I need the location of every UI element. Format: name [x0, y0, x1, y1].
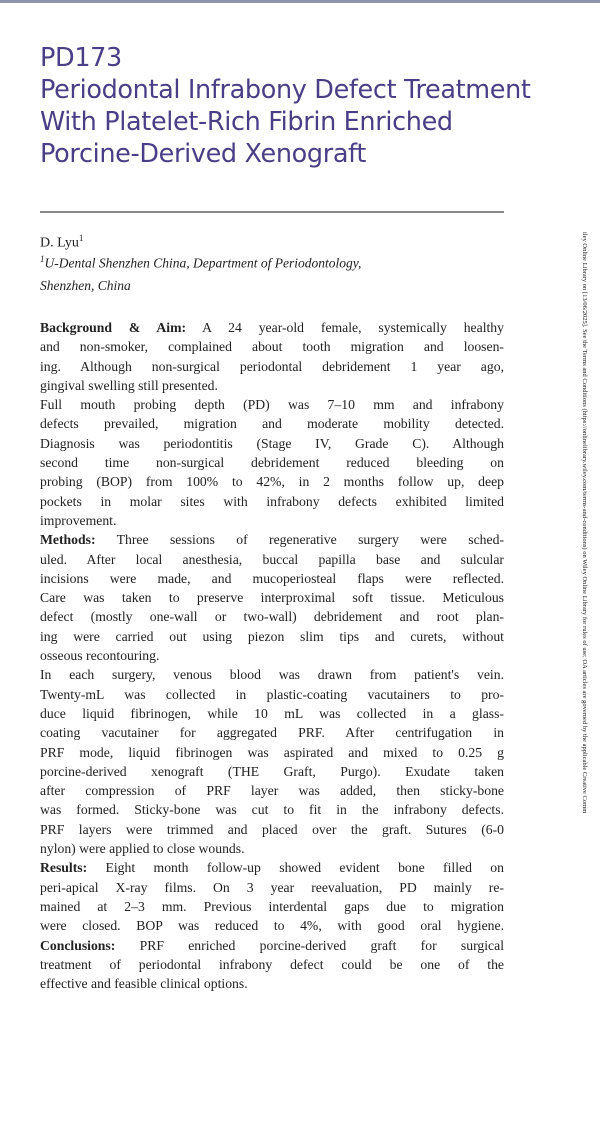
- section-label: Background & Aim:: [40, 320, 187, 335]
- abstract-line: [40, 318, 504, 337]
- affiliation-line-1: U-Dental Shenzhen China, Department of Periodontology,: [44, 255, 362, 271]
- abstract-text: Diagnosis was periodontitis (Stage IV, Grade C). Although: [40, 435, 504, 451]
- abstract-line: [40, 916, 504, 935]
- section-label: Methods:: [40, 532, 96, 548]
- abstract-line: [40, 723, 504, 742]
- abstract-text: effective and feasible clinical options.: [40, 976, 248, 992]
- abstract-line: [40, 897, 504, 916]
- abstract-line: [40, 762, 504, 781]
- abstract-line: [40, 878, 504, 897]
- abstract-line: [40, 337, 504, 356]
- abstract-text: A 24 year-old female, systemically healthy: [186, 320, 504, 335]
- abstract-text: uled. After local anesthesia, buccal papilla base and sulcular: [40, 551, 504, 567]
- title-line-2: With Platelet-Rich Fibrin Enriched: [40, 107, 453, 137]
- abstract-text: second time non-surgical debridement reduced bleeding on: [40, 455, 504, 471]
- abstract-line: [40, 839, 504, 858]
- abstract-text: ing were carried out using piezon slim tips and curets, without: [40, 628, 504, 644]
- abstract-line: [40, 511, 504, 530]
- section-label: Conclusions:: [40, 937, 116, 953]
- abstract-text: pockets in molar sites with infrabony defects exhibited limited: [40, 493, 504, 509]
- abstract-line: [40, 492, 504, 511]
- abstract-text: mained at 2–3 mm. Previous interdental gaps due to migration: [40, 898, 504, 914]
- abstract-line: [40, 357, 504, 376]
- abstract-line: [40, 530, 504, 549]
- abstract-text: gingival swelling still presented.: [40, 377, 218, 393]
- abstract-line: [40, 414, 504, 433]
- abstract-line: [40, 955, 504, 974]
- abstract-text: PRF layers were trimmed and placed over the graft. Sutures (6-0: [40, 821, 504, 837]
- article-code: PD173: [40, 43, 122, 73]
- title-line-3: Porcine-Derived Xenograft: [40, 139, 366, 169]
- abstract-text: defects prevailed, migration and moderate mobility detected.: [40, 416, 504, 432]
- abstract-text: duce liquid fibrinogen, while 10 mL was collected in a glass-: [40, 705, 504, 721]
- abstract-text: Three sessions of regenerative surgery were sched-: [95, 532, 504, 548]
- affiliation-line-2: Shenzhen, China: [40, 277, 131, 293]
- abstract-text: were closed. BOP was reduced to 4%, with good oral hygiene.: [40, 918, 504, 934]
- abstract-line: [40, 472, 504, 491]
- abstract-text: after compression of PRF layer was added, then sticky-bone: [40, 783, 504, 799]
- title-divider: [40, 211, 504, 213]
- side-license-notice: iley Online Library on [13/06/2025]. See the Terms and Conditions (https://onlinelibrary.wiley.com/terms-and-conditions) on Wiley Online Library for rules of use; OA articles are governed by the applicable Creative Comm: [581, 232, 588, 814]
- abstract-text: and non-smoker, complained about tooth migration and loosen-: [40, 339, 504, 355]
- title-line-1: Periodontal Infrabony Defect Treatment: [40, 75, 531, 105]
- affiliation-sup: 1: [40, 254, 45, 264]
- abstract-text: peri-apical X-ray films. On 3 year reevaluation, PD mainly re-: [40, 879, 504, 895]
- abstract-text: osseous recontouring.: [40, 648, 160, 664]
- abstract-text: Eight month follow-up showed evident bone filled on: [87, 860, 504, 876]
- abstract-text: defect (mostly one-wall or two-wall) debridement and root plan-: [40, 609, 504, 625]
- abstract-text: Care was taken to preserve interproximal soft tissue. Meticulous: [40, 590, 504, 606]
- abstract-text: In each surgery, venous blood was drawn from patient's vein.: [40, 667, 504, 683]
- abstract-text: was formed. Sticky-bone was cut to fit in the infrabony defects.: [40, 802, 504, 818]
- affiliation: [40, 248, 510, 297]
- abstract-line: [40, 974, 504, 993]
- section-label: Results:: [40, 860, 88, 876]
- abstract-text: incisions were made, and mucoperiosteal flaps were reflected.: [40, 570, 504, 586]
- abstract-line: [40, 646, 504, 665]
- author-name: D. Lyu: [40, 235, 79, 251]
- abstract-line: [40, 395, 504, 414]
- abstract-text: probing (BOP) from 100% to 42%, in 2 months follow up, deep: [40, 474, 504, 490]
- abstract-text: ing. Although non-surgical periodontal debridement 1 year ago,: [40, 358, 504, 374]
- abstract-text: PRF mode, liquid fibrinogen was aspirated and mixed to 0.25 g: [40, 744, 504, 760]
- abstract-text: PRF enriched porcine-derived graft for surgical: [115, 937, 504, 953]
- abstract-line: [40, 588, 504, 607]
- abstract-text: improvement.: [40, 512, 117, 528]
- abstract-line: [40, 704, 504, 723]
- abstract-line: [40, 550, 504, 569]
- abstract-text: Twenty-mL was collected in plastic-coating vacutainers to pro-: [40, 686, 504, 702]
- abstract-line: [40, 781, 504, 800]
- abstract-body: [40, 318, 504, 993]
- abstract-line: [40, 858, 504, 877]
- abstract-text: treatment of periodontal infrabony defect could be one of the: [40, 956, 504, 972]
- abstract-line: [40, 820, 504, 839]
- abstract-line: [40, 800, 504, 819]
- abstract-text: coating vacutainer for aggregated PRF. After centrifugation in: [40, 725, 504, 741]
- author-sup: 1: [78, 233, 84, 243]
- abstract-line: [40, 453, 504, 472]
- abstract-text: porcine-derived xenograft (THE Graft, Purgo). Exudate taken: [40, 763, 504, 779]
- abstract-text: nylon) were applied to close wounds.: [40, 841, 245, 857]
- abstract-line: [40, 743, 504, 762]
- top-rule: [0, 0, 600, 3]
- abstract-text: Full mouth probing depth (PD) was 7–10 mm and infrabony: [40, 397, 504, 413]
- abstract-line: [40, 936, 504, 955]
- article-title: [40, 42, 585, 170]
- abstract-line: [40, 665, 504, 684]
- abstract-line: [40, 434, 504, 453]
- abstract-line: [40, 569, 504, 588]
- abstract-line: [40, 607, 504, 626]
- abstract-line: [40, 685, 504, 704]
- abstract-line: [40, 627, 504, 646]
- abstract-line: [40, 376, 504, 395]
